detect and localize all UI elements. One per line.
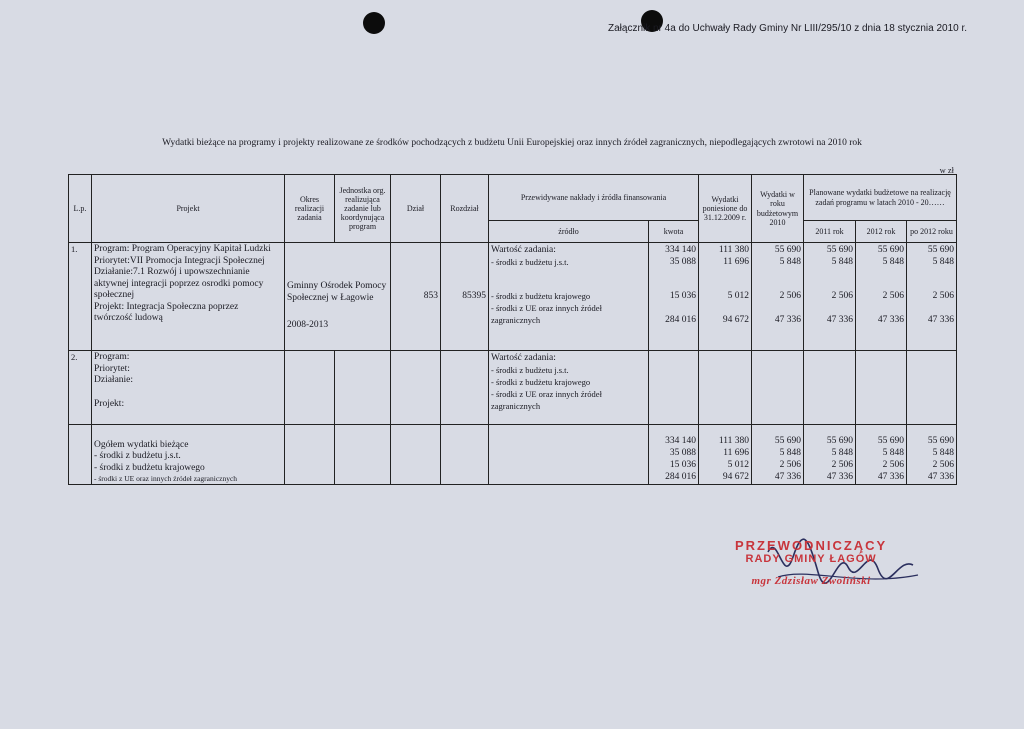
- value: 334 140: [665, 436, 696, 446]
- value: 11 696: [723, 448, 749, 458]
- header-rozdzial: Rozdział: [441, 175, 489, 243]
- value: 15 036: [669, 291, 696, 301]
- row1-2011: [804, 243, 856, 351]
- row2-projekt-line: Program:: [94, 352, 130, 362]
- value: 284 016: [665, 472, 696, 482]
- row1-projekt-line: twórczość ludową: [94, 313, 163, 323]
- empty-cell: [907, 351, 957, 425]
- total-kwota: [649, 425, 699, 485]
- row1-projekt-line: Program: Program Operacyjny Kapitał Ludzki: [94, 244, 271, 254]
- value: 111 380: [718, 245, 749, 255]
- row1-lp: 1.: [69, 243, 92, 351]
- source-label: - środki z UE oraz innych źródeł: [491, 303, 602, 313]
- header-wydatki-roku: Wydatki w roku budżetowym 2010: [752, 175, 804, 243]
- table-row: [69, 243, 957, 351]
- value: 47 336: [877, 472, 904, 482]
- empty-cell: [335, 425, 391, 485]
- value: 5 012: [727, 460, 749, 470]
- value: 35 088: [669, 257, 696, 267]
- total-label: - środki z UE oraz innych źródeł zagranicznych: [94, 474, 238, 483]
- total-2012: [856, 425, 907, 485]
- value: 5 848: [779, 448, 801, 458]
- source-label: zagranicznych: [491, 401, 541, 411]
- empty-cell: [649, 351, 699, 425]
- value: 55 690: [927, 436, 954, 446]
- row1-okres: 2008-2013: [287, 320, 329, 330]
- document-title: Wydatki bieżące na programy i projekty realizowane ze środków pochodzących z budżetu Unii Europejskiej oraz innych źródeł zagranicznych, niepodlegających zwrotowi na 2010 rok: [162, 138, 862, 148]
- row1-projekt-line: Priorytet:VII Promocja Integracji Społecznej: [94, 255, 265, 266]
- row2-lp: 2.: [69, 351, 92, 425]
- header-projekt: Projekt: [92, 175, 285, 243]
- source-label: Wartość zadania:: [491, 353, 556, 363]
- row1-wydatki-roku: [752, 243, 804, 351]
- row1-projekt: [92, 243, 285, 351]
- value: 94 672: [722, 472, 749, 482]
- empty-cell: [285, 351, 335, 425]
- header-2012: 2012 rok: [856, 221, 907, 243]
- value: 2 506: [932, 291, 954, 301]
- row1-kwota: [649, 243, 699, 351]
- value: 55 690: [877, 436, 904, 446]
- empty-cell: [441, 351, 489, 425]
- source-label: Wartość zadania:: [491, 245, 556, 255]
- empty-cell: [804, 351, 856, 425]
- value: 47 336: [927, 472, 954, 482]
- source-label: - środki z budżetu krajowego: [491, 377, 591, 387]
- row1-po2012: [907, 243, 957, 351]
- value: 5 848: [932, 257, 954, 267]
- value: 2 506: [831, 460, 853, 470]
- value: 111 380: [718, 436, 749, 446]
- total-2011: [804, 425, 856, 485]
- source-label: - środki z budżetu j.s.t.: [491, 365, 569, 375]
- value: 5 848: [882, 448, 904, 458]
- total-po2012: [907, 425, 957, 485]
- empty-cell: [856, 351, 907, 425]
- row1-jednostka-line: Społecznej w Łagowie: [287, 292, 374, 303]
- header-dzial: Dział: [391, 175, 441, 243]
- header-po2012: po 2012 roku: [907, 221, 957, 243]
- empty-cell: [391, 351, 441, 425]
- empty-cell: [285, 425, 335, 485]
- empty-cell: [752, 351, 804, 425]
- value: 94 672: [722, 315, 749, 325]
- empty-cell: [69, 425, 92, 485]
- source-label: - środki z budżetu krajowego: [491, 291, 591, 301]
- value: 284 016: [665, 315, 696, 325]
- value: 5 848: [932, 448, 954, 458]
- value: 2 506: [779, 291, 801, 301]
- source-label: - środki z UE oraz innych źródeł: [491, 389, 602, 399]
- total-wydatki-roku: [752, 425, 804, 485]
- total-label: - środki z budżetu krajowego: [94, 462, 205, 473]
- attachment-note: Załącznik nr 4a do Uchwały Rady Gminy Nr LIII/295/10 z dnia 18 stycznia 2010 r.: [608, 23, 968, 34]
- expenditure-table: [68, 174, 957, 485]
- value: 5 848: [831, 448, 853, 458]
- official-stamp: [735, 538, 887, 587]
- header-naklady: Przewidywane nakłady i źródła finansowania: [489, 175, 699, 221]
- value: 47 336: [774, 315, 801, 325]
- stamp-line1: PRZEWODNICZĄCY: [735, 538, 888, 553]
- row1-wydatki-poniesione: [699, 243, 752, 351]
- empty-cell: [699, 351, 752, 425]
- value: 55 690: [774, 245, 801, 255]
- header-okres: Okres realizacji zadania: [285, 175, 335, 243]
- table-row: [69, 351, 957, 425]
- value: 2 506: [932, 460, 954, 470]
- stamp-name: mgr Zdzisław Zwoliński: [751, 575, 871, 587]
- value: 47 336: [826, 315, 853, 325]
- header-kwota: kwota: [649, 221, 699, 243]
- empty-cell: [441, 425, 489, 485]
- value: 5 848: [779, 257, 801, 267]
- row1-jednostka: [285, 243, 391, 351]
- header-2011: 2011 rok: [804, 221, 856, 243]
- punch-hole-left: [363, 12, 385, 34]
- empty-cell: [391, 425, 441, 485]
- row1-jednostka-line: Gminny Ośrodek Pomocy: [287, 281, 387, 291]
- value: 47 336: [774, 472, 801, 482]
- row2-projekt-line: Projekt:: [94, 398, 125, 409]
- header-planowane: Planowane wydatki budżetowe na realizację zadań programu w latach 2010 - 20……: [804, 175, 957, 221]
- value: 2 506: [831, 291, 853, 301]
- value: 55 690: [877, 245, 904, 255]
- value: 5 848: [831, 257, 853, 267]
- header-zrodlo: źródło: [489, 221, 649, 243]
- empty-cell: [489, 425, 649, 485]
- row1-projekt-line: Działanie:7.1 Rozwój i upowszechnianie: [94, 267, 250, 277]
- row1-projekt-line: społecznej: [94, 290, 135, 300]
- row1-rozdzial: 85395: [441, 243, 489, 351]
- row2-projekt-line: Priorytet:: [94, 363, 130, 374]
- value: 334 140: [665, 245, 696, 255]
- source-label: zagranicznych: [491, 315, 541, 325]
- row1-2012: [856, 243, 907, 351]
- value: 55 690: [826, 245, 853, 255]
- row1-dzial: 853: [391, 243, 441, 351]
- value: 2 506: [882, 460, 904, 470]
- value: 47 336: [877, 315, 904, 325]
- value: 55 690: [826, 436, 853, 446]
- value: 2 506: [779, 460, 801, 470]
- header-wydatki-poniesione: Wydatki poniesione do 31.12.2009 r.: [699, 175, 752, 243]
- row1-projekt-line: aktywnej integracji poprzez osrodki pomocy: [94, 278, 264, 289]
- value: 55 690: [927, 245, 954, 255]
- total-label: Ogółem wydatki bieżące: [94, 439, 189, 450]
- header-jednostka: Jednostka org. realizująca zadanie lub koordynująca program: [335, 175, 391, 243]
- value: 2 506: [882, 291, 904, 301]
- value: 47 336: [927, 315, 954, 325]
- value: 5 848: [882, 257, 904, 267]
- total-row: [69, 425, 957, 485]
- row2-projekt-line: Działanie:: [94, 375, 134, 385]
- stamp-line2: RADY GMINY ŁAGÓW: [745, 553, 877, 565]
- row2-zrodla: [489, 351, 649, 425]
- value: 47 336: [826, 472, 853, 482]
- row1-projekt-line: Projekt: Integracja Społeczna poprzez: [94, 301, 239, 312]
- source-label: - środki z budżetu j.s.t.: [491, 257, 569, 267]
- unit-label: w zł: [939, 165, 954, 175]
- value: 11 696: [723, 257, 749, 267]
- total-label: - środki z budżetu j.s.t.: [94, 451, 181, 461]
- header-lp: L.p.: [69, 175, 92, 243]
- total-wydatki-poniesione: [699, 425, 752, 485]
- total-labels: [92, 425, 285, 485]
- value: 35 088: [669, 448, 696, 458]
- value: 5 012: [727, 291, 749, 301]
- value: 15 036: [669, 460, 696, 470]
- value: 55 690: [774, 436, 801, 446]
- empty-cell: [335, 351, 391, 425]
- row2-projekt: [92, 351, 285, 425]
- row1-zrodla: [489, 243, 649, 351]
